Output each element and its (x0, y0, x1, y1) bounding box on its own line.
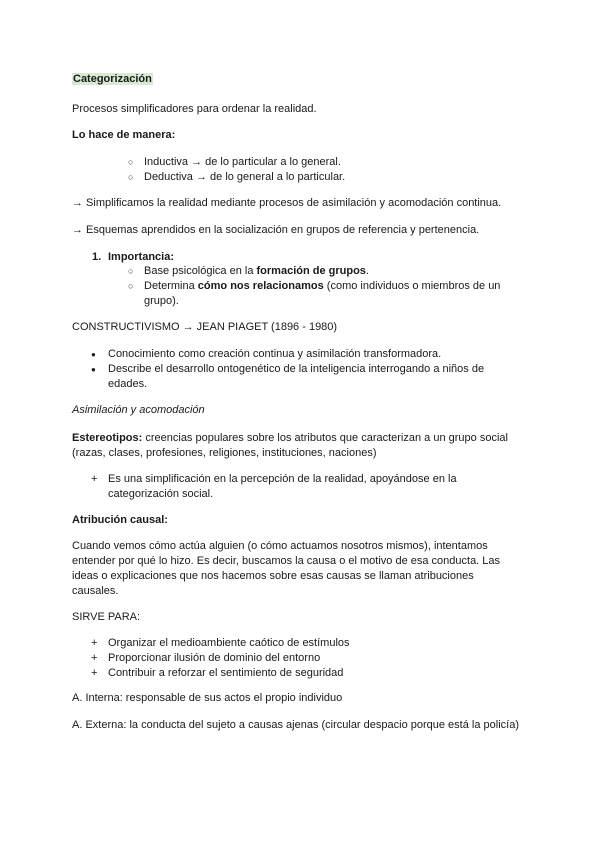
sirve-heading: SIRVE PARA: (72, 611, 141, 623)
section-title: Categorización (73, 73, 152, 85)
list-item: ○ Inductiva → de lo particular a lo general. (144, 155, 530, 170)
asimilacion-subtitle: Asimilación y acomodación (72, 404, 205, 416)
intro-text: Procesos simplificadores para ordenar la realidad. (72, 103, 317, 115)
atribucion-externa: A. Externa: la conducta del sujeto a causas ajenas (circular despacio porque está la policía) (72, 719, 519, 731)
list-item: ○ Base psicológica en la formación de grupos. (144, 264, 510, 279)
importancia-heading: Importancia: (108, 251, 175, 263)
list-item: ○ Deductiva → de lo general a lo particular. (144, 170, 530, 185)
section-title-wrap (72, 72, 530, 87)
list-item: ○ Determina cómo nos relacionamos (como individuos o miembros de un grupo). (144, 279, 510, 309)
list-item: ● Conocimiento como creación continua y asimilación transformadora. (108, 347, 490, 362)
list-item: + Proporcionar ilusión de dominio del entorno (108, 651, 530, 666)
constructivismo-list (108, 347, 490, 392)
estereotipos-paragraph: Estereotipos: creencias populares sobre los atributos que caracterizan a un grupo social (razas, clases, profesiones, religiones, instituciones, naciones) (72, 432, 508, 459)
manera-list (144, 155, 530, 185)
list-item: + Es una simplificación en la percepción de la realidad, apoyándose en la categorización social. (108, 472, 480, 502)
atribucion-paragraph: Cuando vemos cómo actúa alguien (o cómo actuamos nosotros mismos), intentamos entender por qué lo hizo. Es decir, buscamos la causa o el motivo de esa conducta. Las ideas o explicaciones que nos hacemos sobre esas causas se llaman atribuciones causales. (72, 540, 501, 597)
arrow-line-1: → Simplificamos la realidad mediante procesos de asimilación y acomodación continua. (72, 197, 502, 209)
sirve-list (108, 636, 530, 681)
list-item: ● Describe el desarrollo ontogenético de la inteligencia interrogando a niños de edades. (108, 362, 490, 392)
arrow-line-2: → Esquemas aprendidos en la socialización en grupos de referencia y pertenencia. (72, 224, 480, 236)
list-item: + Contribuir a reforzar el sentimiento de seguridad (108, 666, 530, 681)
manera-heading: Lo hace de manera: (72, 129, 176, 141)
list-item: + Organizar el medioambiente caótico de estímulos (108, 636, 530, 651)
constructivismo-heading: CONSTRUCTIVISMO → JEAN PIAGET (1896 - 1980) (72, 321, 338, 333)
atribucion-heading: Atribución causal: (72, 514, 168, 526)
atribucion-interna: A. Interna: responsable de sus actos el propio individuo (72, 692, 343, 704)
importancia-number: 1. (92, 251, 102, 263)
importancia-list (144, 264, 510, 309)
estereotipos-list (108, 472, 480, 502)
